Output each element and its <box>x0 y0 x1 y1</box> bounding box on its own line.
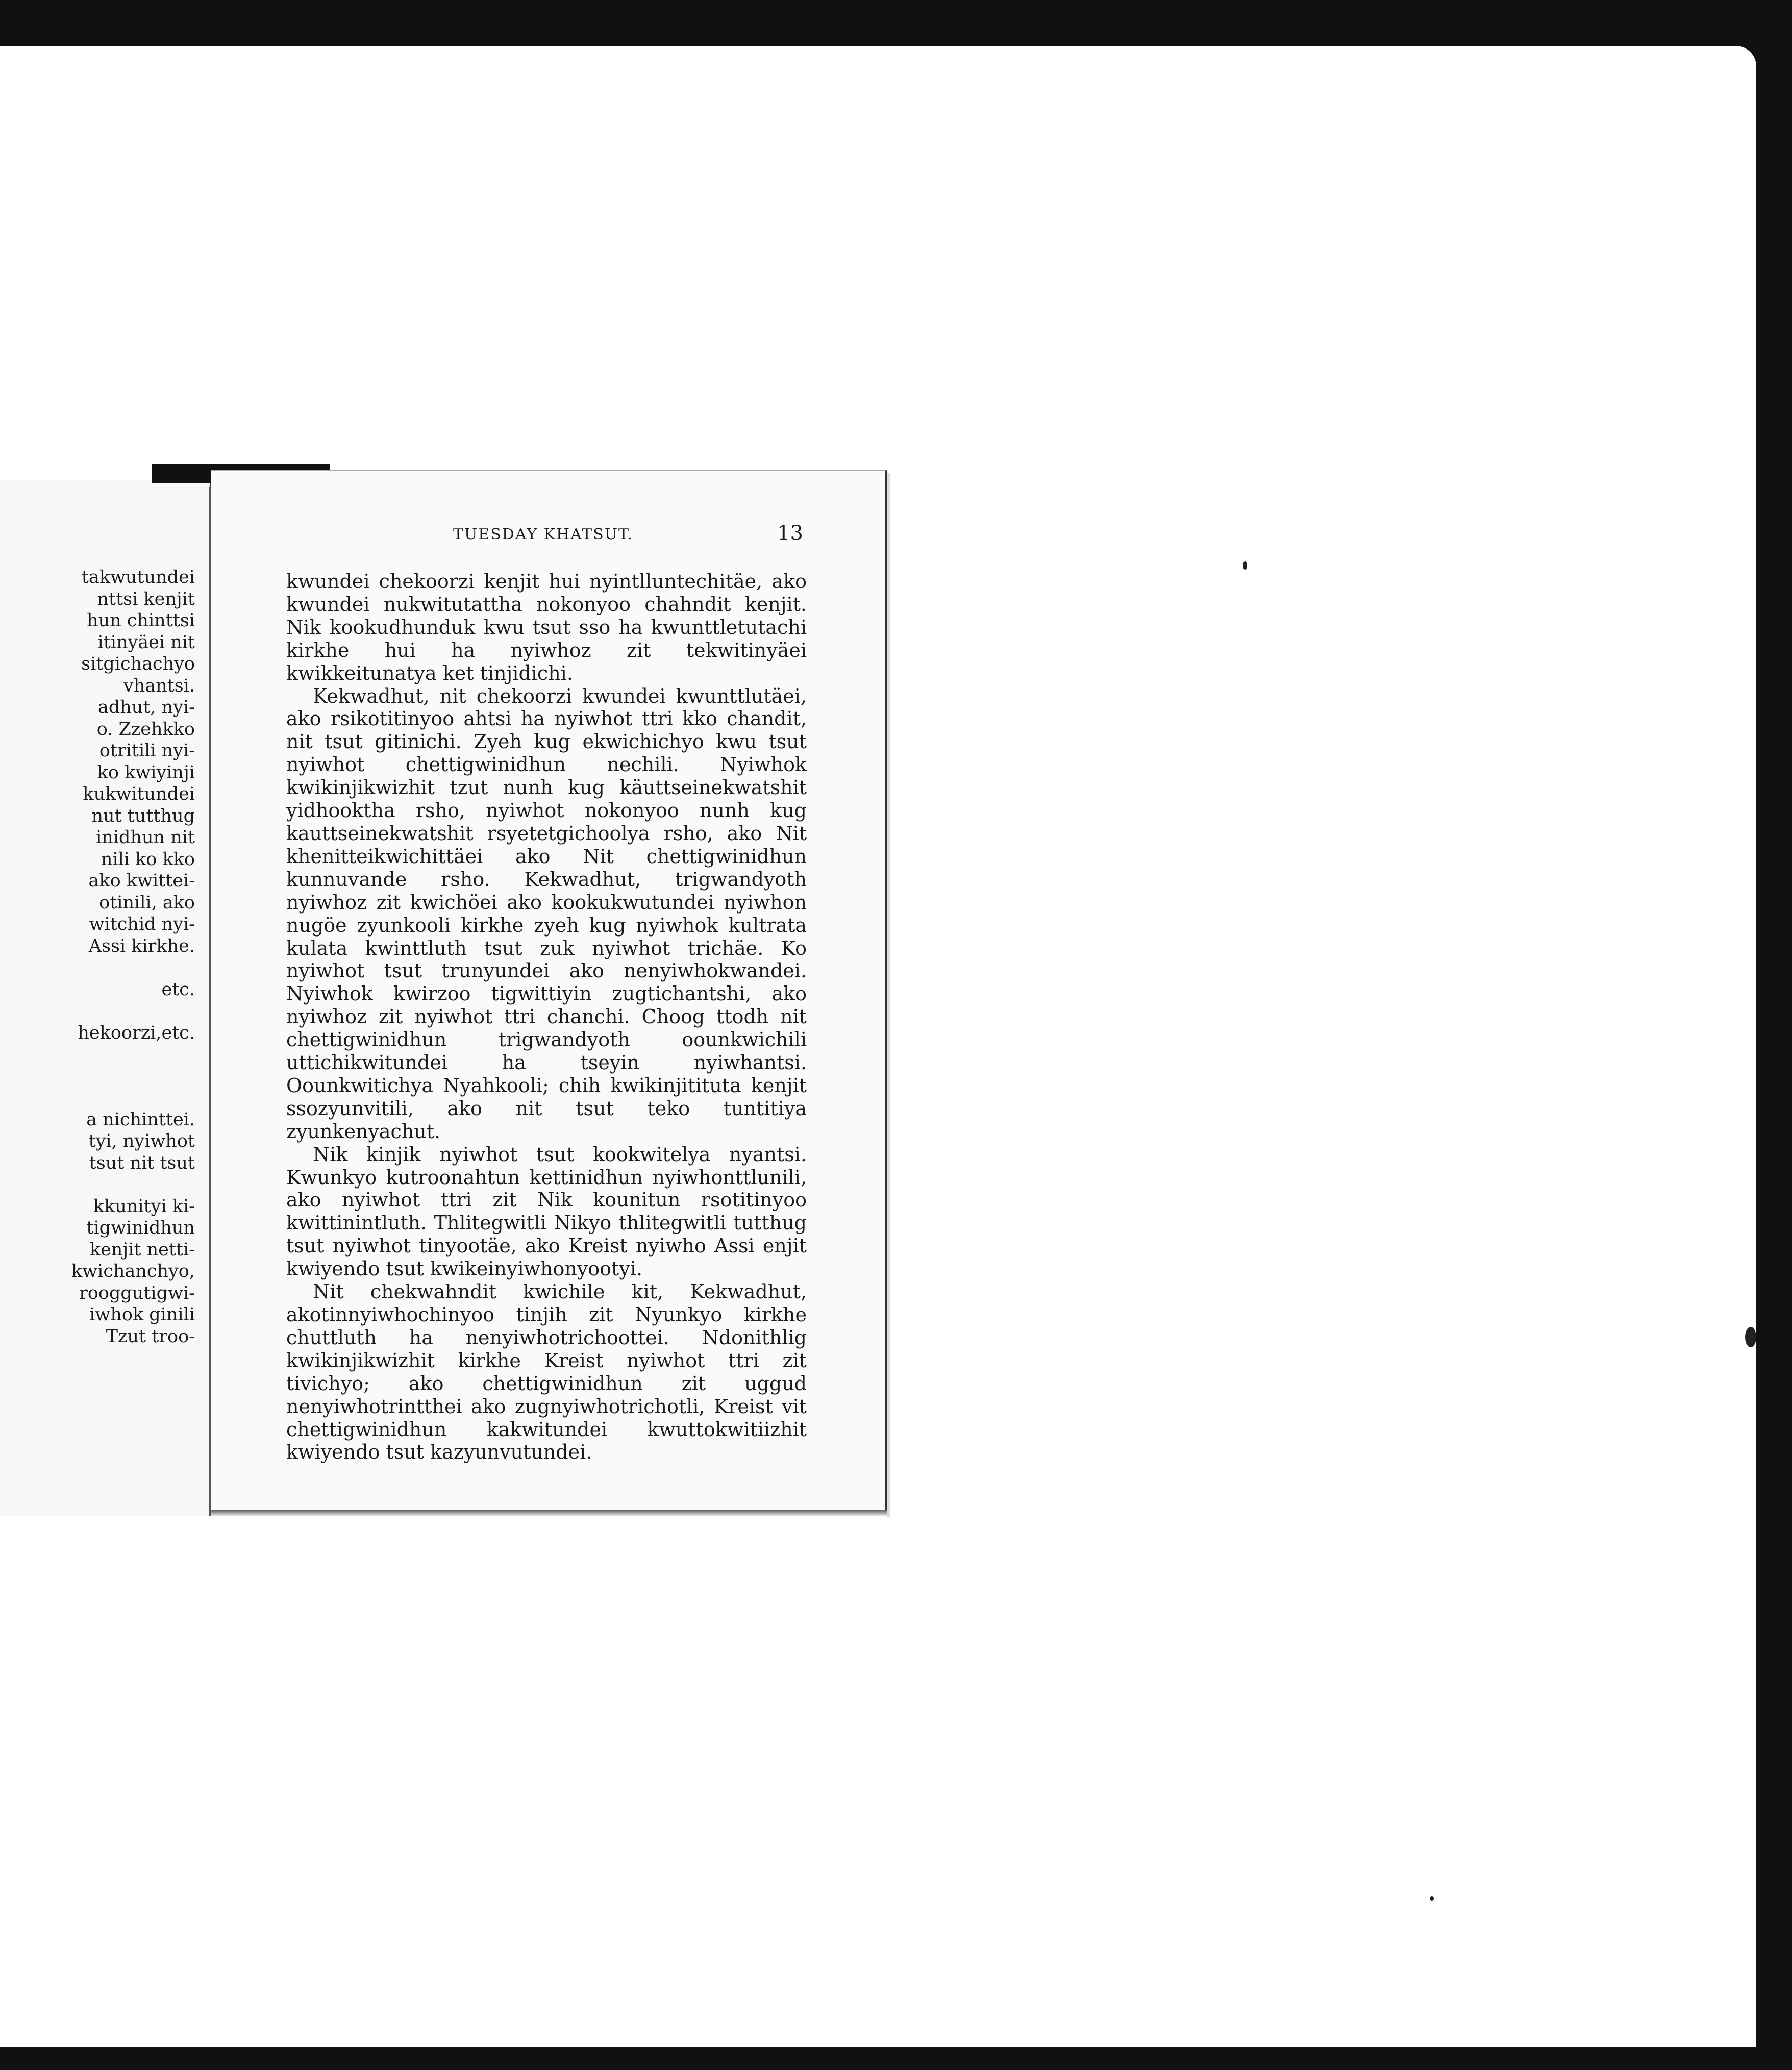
running-head: TUESDAY KHATSUT. <box>453 526 634 544</box>
left-page-line: hekoorzi,etc. <box>78 1022 195 1043</box>
left-page-line <box>0 1044 195 1066</box>
left-page-line: tyi, nyiwhot <box>88 1131 195 1151</box>
right-page <box>211 470 887 1514</box>
paragraph: kwundei chekoorzi kenjit hui nyintlluntechitäe, ako kwundei nukwitutattha nokonyoo chahndit kenjit. Nik kookudhunduk kwu tsut sso ha kwunttletutachi kirkhe hui ha nyiwhoz zit tekwitinyäei kwikkeitunatya ket tinjidichi. <box>286 570 807 684</box>
left-page-line: etc. <box>161 979 195 1000</box>
left-page-line: nili ko kko <box>101 849 195 870</box>
paragraph: Kekwadhut, nit chekoorzi kwundei kwunttlutäei, ako rsikotitinyoo ahtsi ha nyiwhot ttri kko chandit, nit tsut gitinichi. Zyeh kug ekwichichyo kwu tsut nyiwhot chettigwinidhun nechili. Nyiwhok kwikinjikwizhit tzut nunh kug käuttseinekwatshit yidhooktha rsho, nyiwhot nokonyoo nunh kug kauttseinekwatshit rsyetetgichoolya rsho, ako Nit khenitteikwichittäei ako Nit chettigwinidhun kunnuvande rsho. Kekwadhut, trigwandyoth nyiwhoz zit kwichöei ako kookukwutundei nyiwhon nugöe zyunkooli kirkhe zyeh kug nyiwhok kultrata kulata kwinttluth tsut zuk nyiwhot trichäe. Ko nyiwhot tsut trunyundei ako nenyiwhokwandei. Nyiwhok kwirzoo tigwittiyin zugtichantshi, ako nyiwhoz zit nyiwhot ttri chanchi. Choog ttodh nit chettigwinidhun trigwandyoth oounkwichili uttichikwitundei ha tseyin nyiwhantsi. Oounkwitichya Nyahkooli; chih kwikinjitituta kenjit ssozyunvitili, ako nit tsut teko tuntitiya zyunkenyachut. <box>286 684 807 1143</box>
left-page-line: a nichinttei. <box>86 1109 195 1130</box>
left-page-line: takwutundei <box>81 567 195 587</box>
left-page-line: ko kwiyinji <box>97 762 195 783</box>
left-page-line: Tzut troo- <box>106 1326 195 1347</box>
left-page-line: adhut, nyi- <box>97 697 195 718</box>
left-page-line: iwhok ginili <box>89 1304 195 1325</box>
left-page-line <box>0 957 195 979</box>
left-page-line: sitgichachyo <box>81 654 195 674</box>
left-page-line: nttsi kenjit <box>97 588 195 609</box>
left-page-line: o. Zzehkko <box>96 719 195 740</box>
left-page-line <box>0 1087 195 1109</box>
left-page-line: kenjit netti- <box>89 1239 195 1260</box>
left-page-line: kwichanchyo, <box>71 1261 195 1282</box>
left-page-line: witchid nyi- <box>89 914 195 934</box>
left-page-line: hun chinttsi <box>87 610 195 631</box>
body-text <box>286 570 807 1464</box>
left-page-line: tigwinidhun <box>86 1218 195 1238</box>
left-page <box>0 480 212 1516</box>
left-page-line <box>0 1066 195 1088</box>
left-page-line: itinyäei nit <box>97 632 195 653</box>
left-page-line: kukwitundei <box>83 784 195 804</box>
left-page-line: tsut nit tsut <box>89 1152 195 1173</box>
left-page-line: inidhun nit <box>96 827 195 848</box>
left-page-line: rooggutigwi- <box>79 1283 195 1303</box>
left-page-line: vhantsi. <box>123 675 195 696</box>
film-border-bottom <box>0 2047 1792 2070</box>
page-number: 13 <box>777 522 803 545</box>
left-page-line: kkunityi ki- <box>93 1196 195 1217</box>
left-page-line: otritili nyi- <box>99 741 195 761</box>
paragraph: Nik kinjik nyiwhot tsut kookwitelya nyantsi. Kwunkyo kutroonahtun kettinidhun nyiwhonttlunili, ako nyiwhot ttri zit Nik kounitun rsotitinyoo kwittinintluth. Thlitegwitli Nikyo thlitegwitli tutthug tsut nyiwhot tinyootäe, ako Kreist nyiwho Assi enjit kwiyendo tsut kwikeinyiwhonyootyi. <box>286 1143 807 1280</box>
film-border-top <box>0 0 1792 46</box>
left-page-line: otinili, ako <box>99 892 195 913</box>
left-page-text <box>0 566 195 1347</box>
film-border-right <box>1756 82 1792 2047</box>
left-page-line: nut tutthug <box>91 805 195 826</box>
left-page-line <box>0 1174 195 1196</box>
scan-speck <box>1243 561 1247 570</box>
left-page-line: Assi kirkhe. <box>88 935 195 956</box>
scan-speck <box>1430 1896 1434 1901</box>
paragraph: Nit chekwahndit kwichile kit, Kekwadhut, akotinnyiwhochinyoo tinjih zit Nyunkyo kirkhe chuttluth ha nenyiwhotrichoottei. Ndonithlig kwikinjikwizhit kirkhe Kreist nyiwhot ttri zit tivichyo; ako chettigwinidhun zit uggud nenyiwhotrintthei ako zugnyiwhotrichotli, Kreist vit chettigwinidhun kakwitundei kwuttokwitiizhit kwiyendo tsut kazyunvutundei. <box>286 1280 807 1464</box>
left-page-line: ako kwittei- <box>88 871 195 891</box>
page-shadow <box>211 1510 887 1517</box>
scan-speck <box>1745 1327 1756 1347</box>
left-page-line <box>0 1000 195 1022</box>
